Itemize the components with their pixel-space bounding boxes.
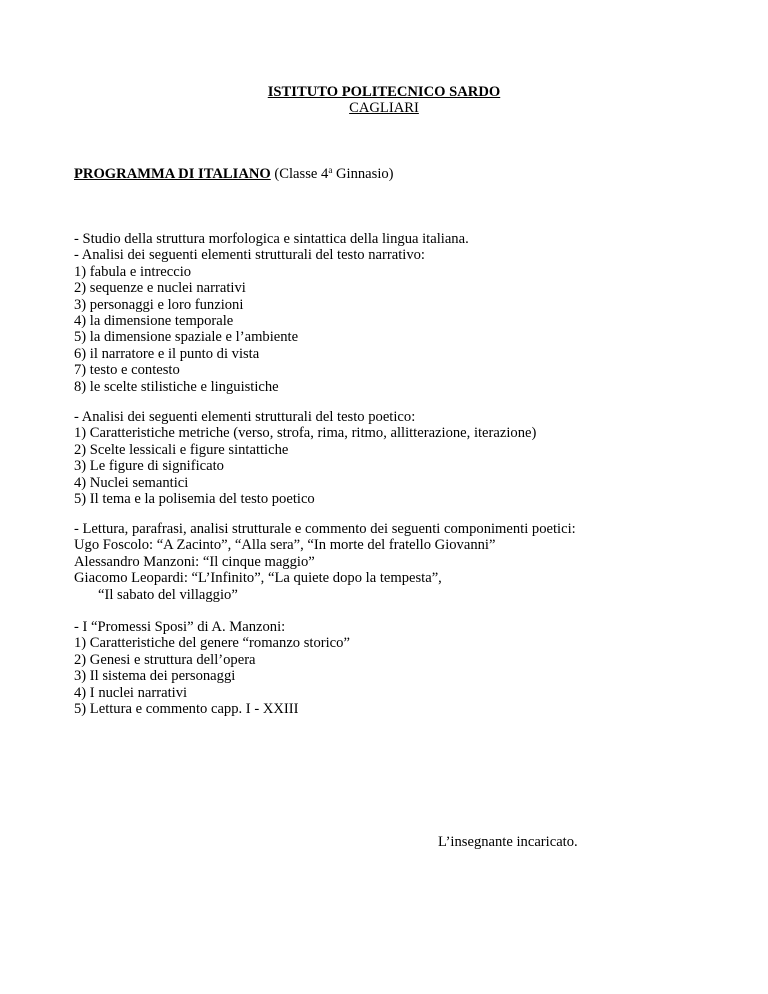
program-class-open: (Classe 4 (274, 166, 329, 182)
section-line: 3) Il sistema dei personaggi (74, 668, 236, 685)
section-line: “Il sabato del villaggio” (98, 586, 238, 603)
section-line: 7) testo e contesto (74, 362, 180, 379)
section-line: 1) Caratteristiche metriche (verso, strofa, rima, ritmo, allitterazione, iterazione) (74, 425, 537, 442)
program-class-close: Ginnasio) (332, 166, 394, 182)
section-line: 2) Genesi e struttura dell’opera (74, 651, 256, 668)
section-poems-reading (74, 521, 754, 603)
institute-city: CAGLIARI (349, 100, 419, 117)
section-line: 5) la dimensione spaziale e l’ambiente (74, 329, 299, 346)
section-line: 6) il narratore e il punto di vista (74, 345, 260, 362)
section-line: - Analisi dei seguenti elementi strutturali del testo narrativo: (74, 247, 425, 264)
section-line: 2) sequenze e nuclei narrativi (74, 280, 246, 297)
section-grammar-narrative (74, 231, 754, 395)
section-line: Alessandro Manzoni: “Il cinque maggio” (74, 553, 315, 570)
teacher-signature: L’insegnante incaricato. (438, 834, 578, 850)
section-line: 5) Lettura e commento capp. I - XXIII (74, 700, 299, 717)
section-line: 8) le scelte stilistiche e linguistiche (74, 378, 279, 395)
section-line: 3) personaggi e loro funzioni (74, 296, 244, 313)
section-line: 1) fabula e intreccio (74, 263, 192, 280)
section-line: Giacomo Leopardi: “L’Infinito”, “La quiete dopo la tempesta”, (74, 570, 442, 587)
section-line: - Analisi dei seguenti elementi strutturali del testo poetico: (74, 409, 416, 425)
section-line: 4) I nuclei narrativi (74, 684, 188, 701)
section-line: 2) Scelte lessicali e figure sintattiche (74, 441, 289, 458)
section-line: 1) Caratteristiche del genere “romanzo storico” (74, 635, 350, 652)
section-promessi-sposi (74, 619, 754, 717)
institute-name: ISTITUTO POLITECNICO SARDO (267, 84, 501, 100)
section-line: 5) Il tema e la polisemia del testo poetico (74, 490, 315, 507)
section-line: 4) la dimensione temporale (74, 312, 234, 329)
section-line: - Lettura, parafrasi, analisi strutturale e commento dei seguenti componimenti poetici: (74, 521, 576, 537)
program-class-sup: a (328, 165, 333, 175)
section-line: 3) Le figure di significato (74, 458, 224, 475)
section-line: 4) Nuclei semantici (74, 474, 189, 491)
program-title (74, 166, 754, 182)
section-line: Ugo Foscolo: “A Zacinto”, “Alla sera”, “In morte del fratello Giovanni” (74, 537, 496, 554)
section-poetic-text (74, 409, 754, 507)
program-title-main: PROGRAMMA DI ITALIANO (74, 166, 271, 182)
section-line: - I “Promessi Sposi” di A. Manzoni: (74, 619, 286, 635)
section-line: - Studio della struttura morfologica e sintattica della lingua italiana. (74, 231, 469, 247)
document-header (0, 84, 768, 117)
